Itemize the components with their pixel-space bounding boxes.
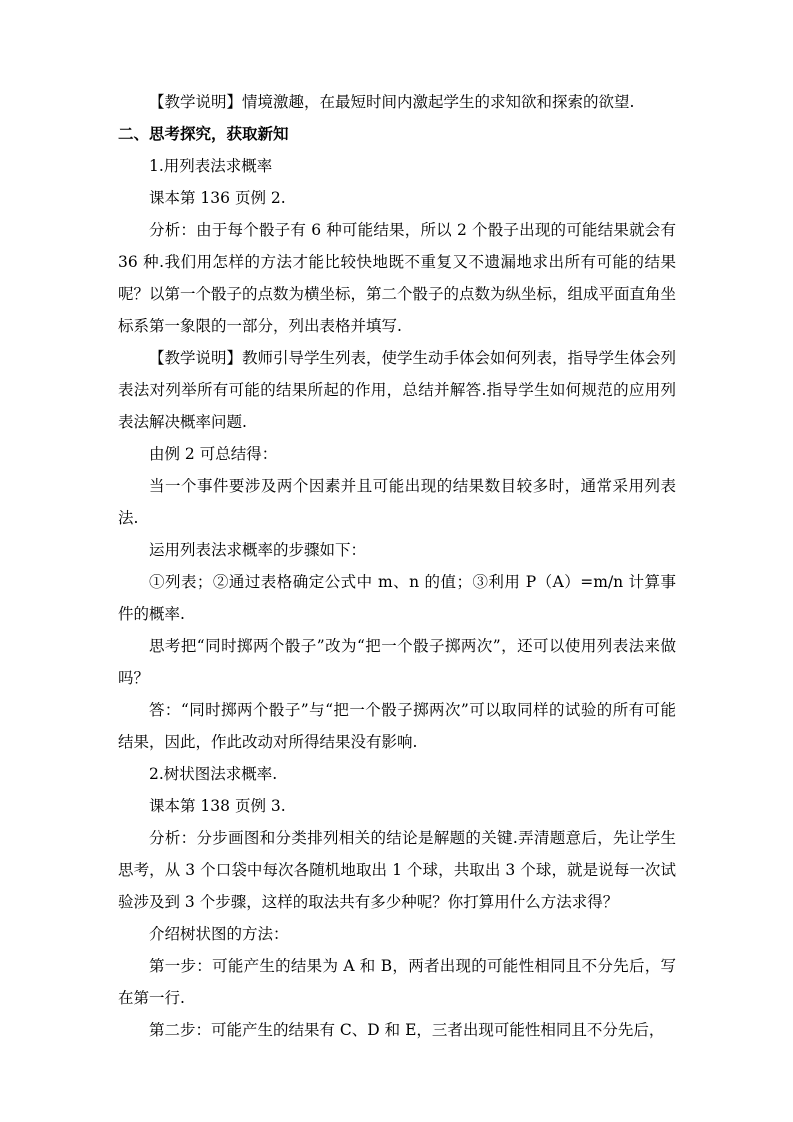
subheading-list-method: 1.用列表法求概率 bbox=[149, 157, 273, 175]
document-page bbox=[118, 86, 676, 1046]
paragraph-tree-intro: 介绍树状图的方法： bbox=[149, 925, 289, 943]
paragraph-steps: ①列表；②通过表格确定公式中 m、n 的值；③利用 P（A）=m/n 计算事件的概率. bbox=[118, 573, 676, 623]
paragraph-analysis-1: 分析：由于每个骰子有 6 种可能结果，所以 2 个骰子出现的可能结果就会有 36 种.我们用怎样的方法才能比较快地既不重复又不遗漏地求出所有可能的结果呢？以第一个骰子的点数为横坐标，第二个骰子的点数为纵坐标，组成平面直角坐标系第一象限的一部分，列出表格并填写. bbox=[118, 221, 677, 335]
paragraph-think: 思考把“同时掷两个骰子”改为“把一个骰子掷两次”，还可以使用列表法来做吗？ bbox=[118, 637, 676, 687]
section-heading-2: 二、思考探究，获取新知 bbox=[118, 124, 289, 143]
paragraph-analysis-2: 分析：分步画图和分类排列相关的结论是解题的关键.弄清题意后，先让学生思考，从 3 个口袋中每次各随机地取出 1 个球，共取出 3 个球，就是说每一次试验涉及到 3 个步骤，这样的取法共有多少种呢？你打算用什么方法求得？ bbox=[118, 829, 676, 911]
paragraph-summary-intro: 由例 2 可总结得： bbox=[149, 445, 278, 463]
paragraph-summary: 当一个事件要涉及两个因素并且可能出现的结果数目较多时，通常采用列表法. bbox=[118, 477, 676, 527]
paragraph-answer: 答：“同时掷两个骰子”与“把一个骰子掷两次”可以取同样的试验的所有可能结果，因此，作此改动对所得结果没有影响. bbox=[118, 701, 676, 751]
subheading-tree-method: 2.树状图法求概率. bbox=[149, 765, 278, 783]
paragraph-steps-intro: 运用列表法求概率的步骤如下： bbox=[149, 541, 367, 559]
paragraph-textbook-example-2: 课本第 136 页例 2. bbox=[149, 189, 286, 207]
paragraph-step-1: 第一步：可能产生的结果为 A 和 B，两者出现的可能性相同且不分先后，写在第一行. bbox=[118, 957, 676, 1007]
paragraph-teaching-note-1: 【教学说明】情境激趣，在最短时间内激起学生的求知欲和探索的欲望. bbox=[149, 93, 635, 111]
paragraph-textbook-example-3: 课本第 138 页例 3. bbox=[149, 797, 286, 815]
paragraph-step-2: 第二步：可能产生的结果有 C、D 和 E，三者出现可能性相同且不分先后， bbox=[149, 1021, 665, 1039]
paragraph-teaching-note-2: 【教学说明】教师引导学生列表，使学生动手体会如何列表，指导学生体会列表法对列举所有可能的结果所起的作用，总结并解答.指导学生如何规范的应用列表法解决概率问题. bbox=[118, 349, 677, 431]
